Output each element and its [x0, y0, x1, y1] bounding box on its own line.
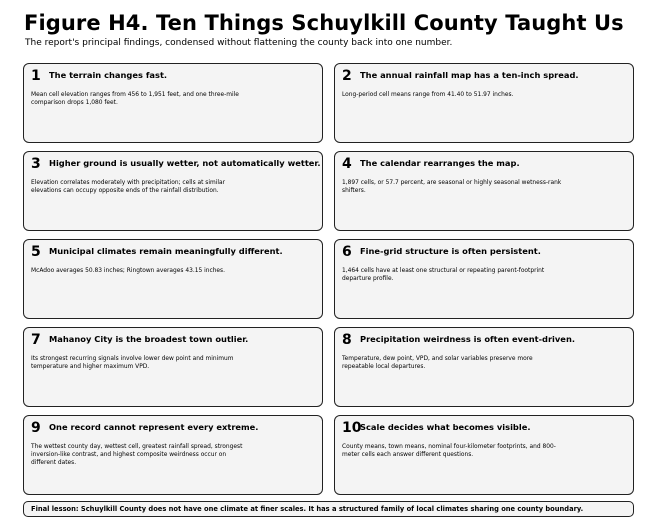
finding-number: 7 — [31, 332, 41, 348]
finding-number: 3 — [31, 156, 41, 172]
finding-number: 5 — [31, 244, 41, 260]
finding-number: 10 — [342, 420, 362, 436]
finding-number: 9 — [31, 420, 41, 436]
finding-body: County means, town means, nominal four-kilometer footprints, and 800-meter cells each answer different questions. — [342, 444, 556, 459]
finding-heading: Fine-grid structure is often persistent. — [360, 246, 541, 256]
finding-card-7 — [23, 327, 323, 407]
finding-heading: Municipal climates remain meaningfully different. — [49, 246, 283, 256]
finding-body: Mean cell elevation ranges from 456 to 1,951 feet, and one three-mile comparison drops 1,080 feet. — [31, 92, 239, 107]
finding-number: 1 — [31, 68, 41, 84]
finding-card-10 — [334, 415, 634, 495]
finding-heading: Higher ground is usually wetter, not automatically wetter. — [49, 158, 321, 168]
finding-number: 6 — [342, 244, 352, 260]
finding-body: Long-period cell means range from 41.40 to 51.97 inches. — [342, 92, 514, 98]
finding-card-6 — [334, 239, 634, 319]
finding-heading: Mahanoy City is the broadest town outlier. — [49, 334, 249, 344]
finding-card-3 — [23, 151, 323, 231]
finding-body: Temperature, dew point, VPD, and solar variables preserve more repeatable local departures. — [342, 356, 533, 371]
final-lesson-banner: Final lesson: Schuylkill County does not have one climate at finer scales. It has a structured family of local climates sharing one county boundary. — [23, 501, 634, 517]
finding-card-8 — [334, 327, 634, 407]
finding-heading: One record cannot represent every extreme. — [49, 422, 259, 432]
finding-heading: Precipitation weirdness is often event-driven. — [360, 334, 575, 344]
figure-title: Figure H4. Ten Things Schuylkill County Taught Us — [24, 11, 624, 35]
finding-body: 1,464 cells have at least one structural or repeating parent-footprint departure profile. — [342, 268, 545, 283]
figure-subtitle: The report's principal findings, condensed without flattening the county back into one number. — [25, 38, 453, 48]
finding-heading: The calendar rearranges the map. — [360, 158, 520, 168]
finding-body: McAdoo averages 50.83 inches; Ringtown averages 43.15 inches. — [31, 268, 225, 274]
findings-grid — [23, 63, 634, 495]
finding-heading: The annual rainfall map has a ten-inch spread. — [360, 70, 579, 80]
finding-body: The wettest county day, wettest cell, greatest rainfall spread, strongest inversion-like contrast, and highest composite weirdness occur on different dates. — [31, 444, 243, 467]
finding-card-5 — [23, 239, 323, 319]
finding-card-4 — [334, 151, 634, 231]
finding-heading: The terrain changes fast. — [49, 70, 168, 80]
finding-number: 2 — [342, 68, 352, 84]
finding-number: 4 — [342, 156, 352, 172]
finding-body: Its strongest recurring signals involve lower dew point and minimum temperature and higher maximum VPD. — [31, 356, 234, 371]
finding-body: 1,897 cells, or 57.7 percent, are seasonal or highly seasonal wetness-rank shifters. — [342, 180, 562, 195]
finding-body: Elevation correlates moderately with precipitation; cells at similar elevations can occupy opposite ends of the rainfall distribution. — [31, 180, 226, 195]
finding-card-9 — [23, 415, 323, 495]
finding-card-1 — [23, 63, 323, 143]
finding-heading: Scale decides what becomes visible. — [360, 422, 531, 432]
finding-card-2 — [334, 63, 634, 143]
finding-number: 8 — [342, 332, 352, 348]
